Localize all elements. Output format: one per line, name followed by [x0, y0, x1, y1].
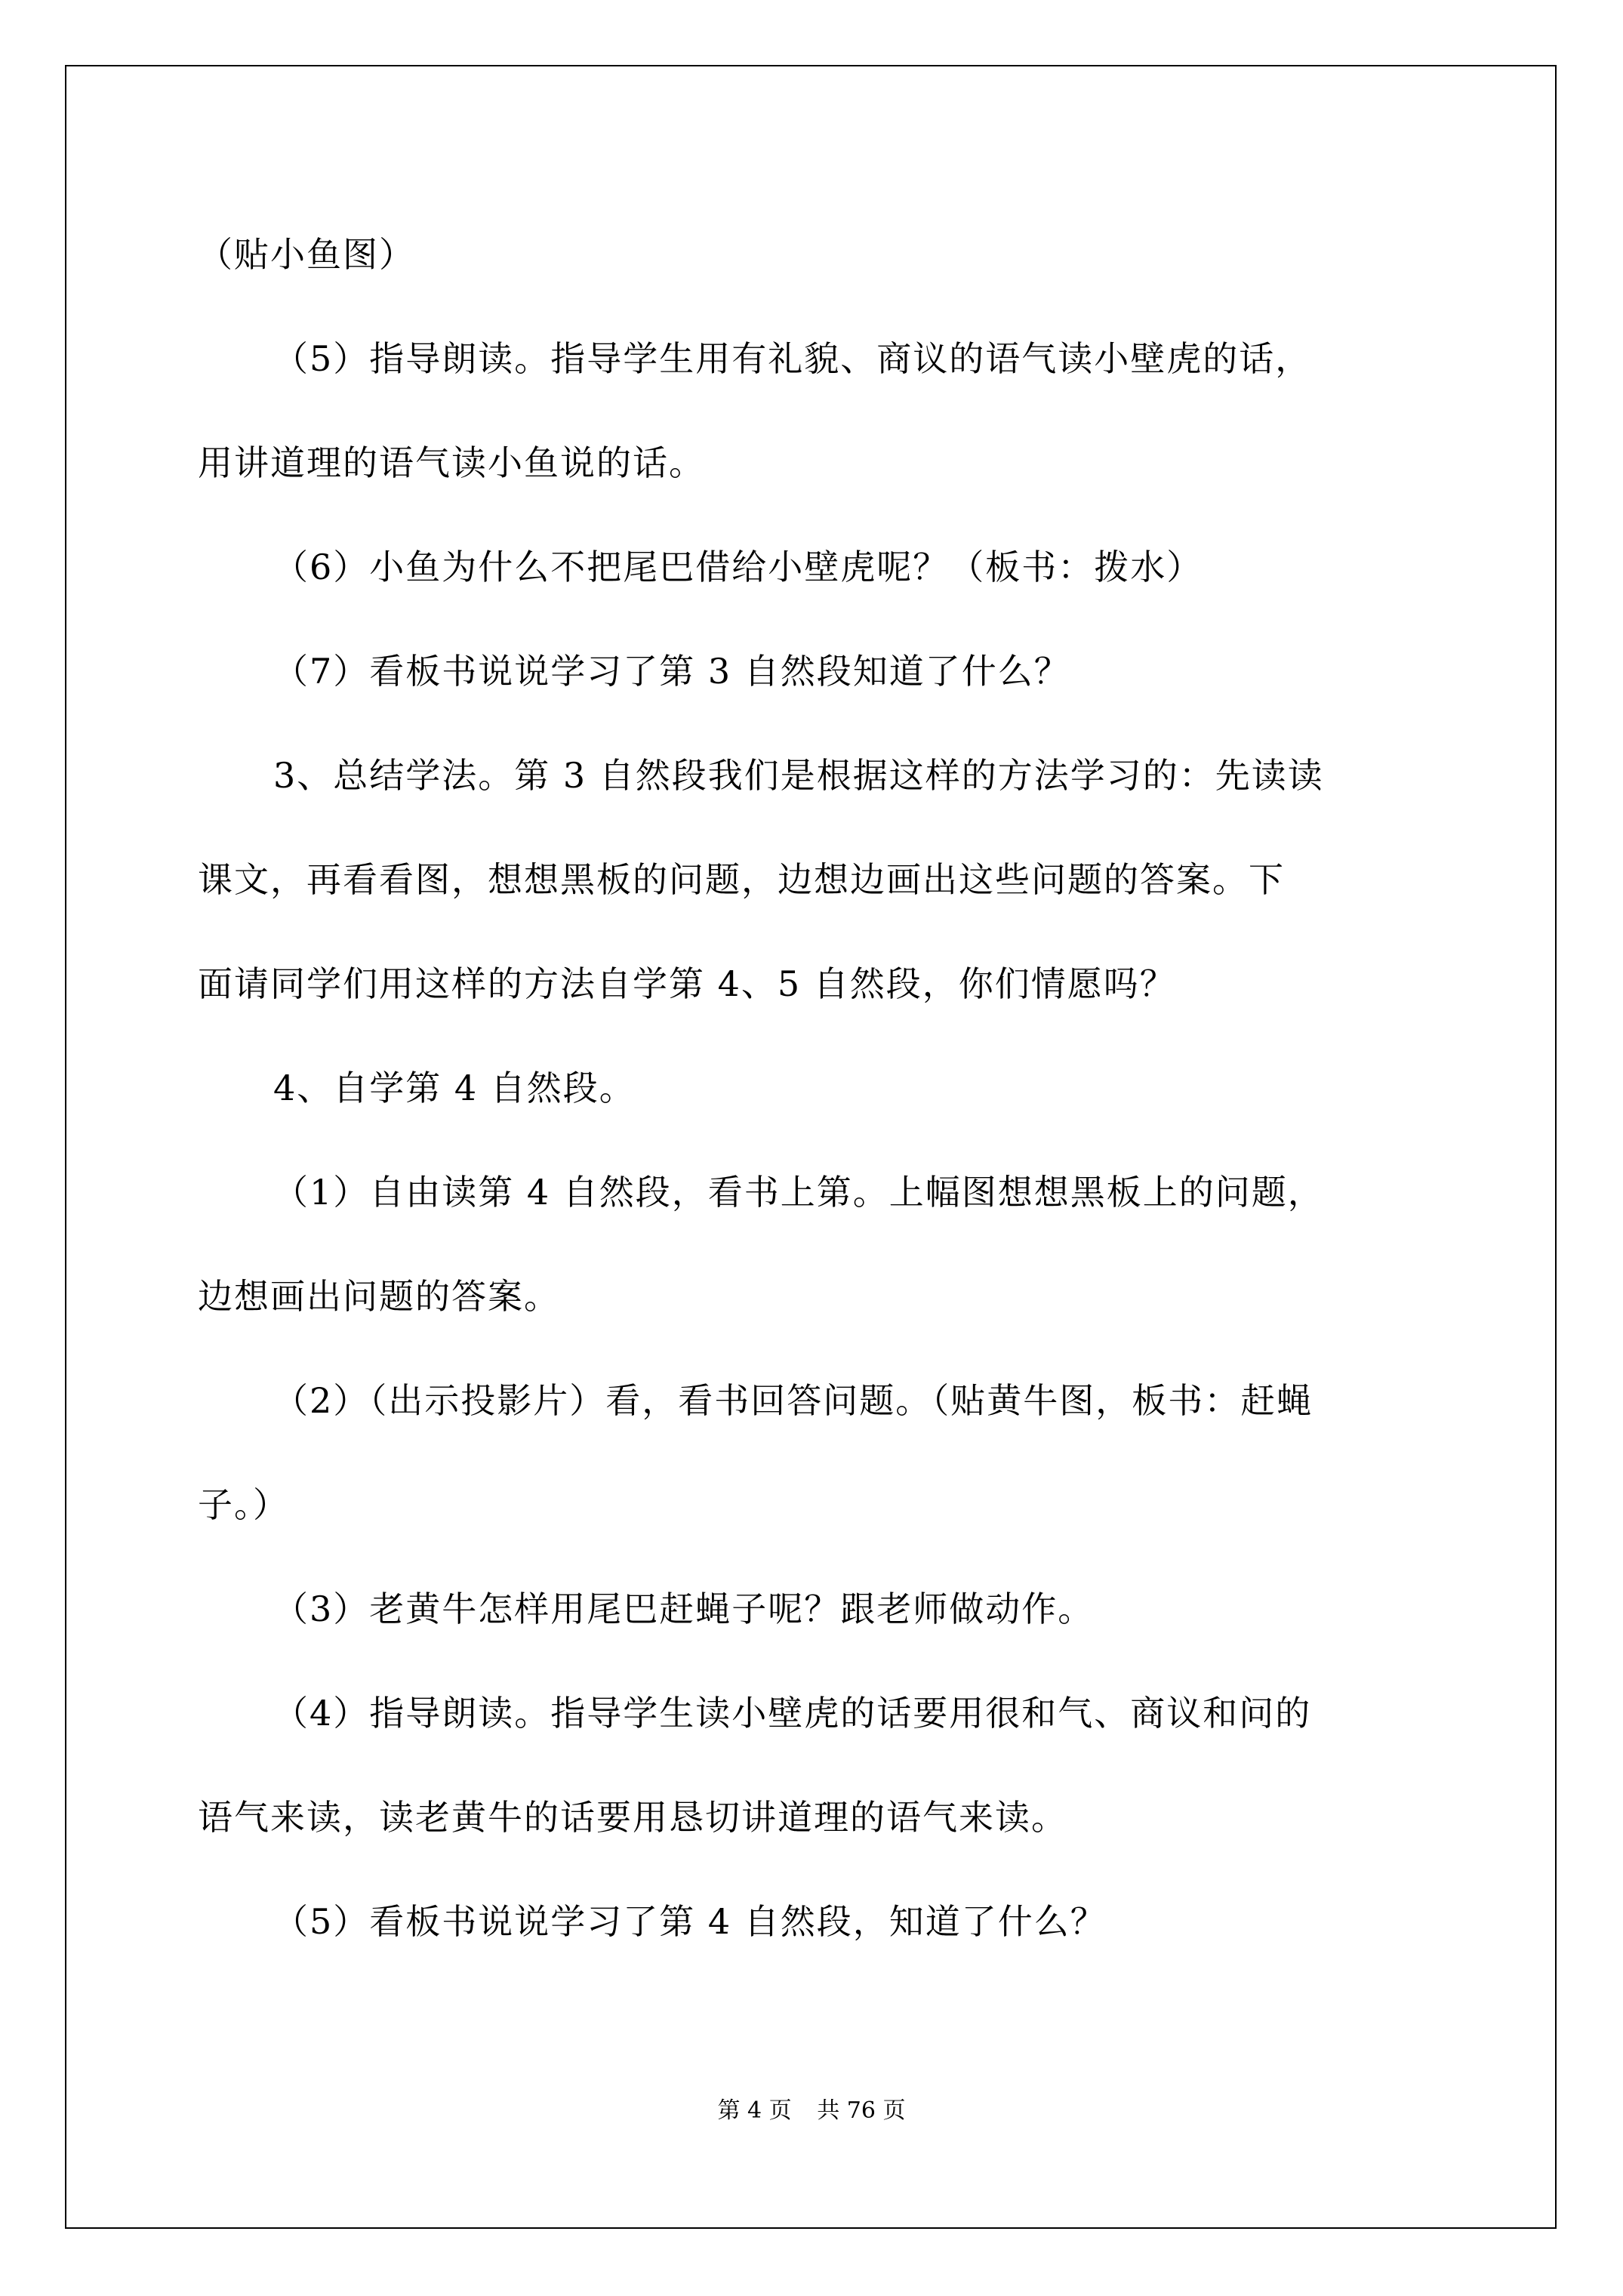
- page-number: 第 4 页: [717, 2097, 792, 2124]
- text-line: 面请同学们用这样的方法自学第 4、5 自然段，你们情愿吗？: [198, 963, 1176, 1004]
- text-line: 语气来读，读老黄牛的话要用恳切讲道理的语气来读。: [198, 1797, 1067, 1838]
- text-line: 子。）: [198, 1484, 289, 1525]
- text-line: （5）指导朗读。指导学生用有礼貌、商议的语气读小壁虎的话，: [273, 338, 1312, 379]
- text-line: （贴小鱼图）: [198, 234, 415, 275]
- text-line: （5）看板书说说学习了第 4 自然段，知道了什么？: [273, 1901, 1107, 1942]
- text-line: 用讲道理的语气读小鱼说的话。: [198, 442, 705, 483]
- text-line: （1）自由读第 4 自然段，看书上第。上幅图想想黑板上的问题，: [273, 1172, 1324, 1213]
- text-line: （4）指导朗读。指导学生读小壁虎的话要用很和气、商议和问的: [273, 1693, 1312, 1734]
- text-line: 课文，再看看图，想想黑板的问题，边想边画出这些问题的答案。下: [198, 859, 1285, 900]
- text-line: （2）（出示投影片）看，看书回答问题。（贴黄牛图，板书：赶蝇: [273, 1380, 1313, 1421]
- page-footer: [0, 2096, 1623, 2126]
- text-line: 3、总结学法。第 3 自然段我们是根据这样的方法学习的：先读读: [273, 755, 1324, 796]
- page-total: 共 76 页: [817, 2097, 906, 2124]
- text-line: 边想画出问题的答案。: [198, 1276, 560, 1317]
- text-line: （3）老黄牛怎样用尾巴赶蝇子呢？跟老师做动作。: [273, 1589, 1095, 1629]
- text-line: （6）小鱼为什么不把尾巴借给小壁虎呢？（板书：拨水）: [273, 547, 1203, 587]
- text-line: 4、自学第 4 自然段。: [273, 1068, 636, 1108]
- text-line: （7）看板书说说学习了第 3 自然段知道了什么？: [273, 651, 1070, 692]
